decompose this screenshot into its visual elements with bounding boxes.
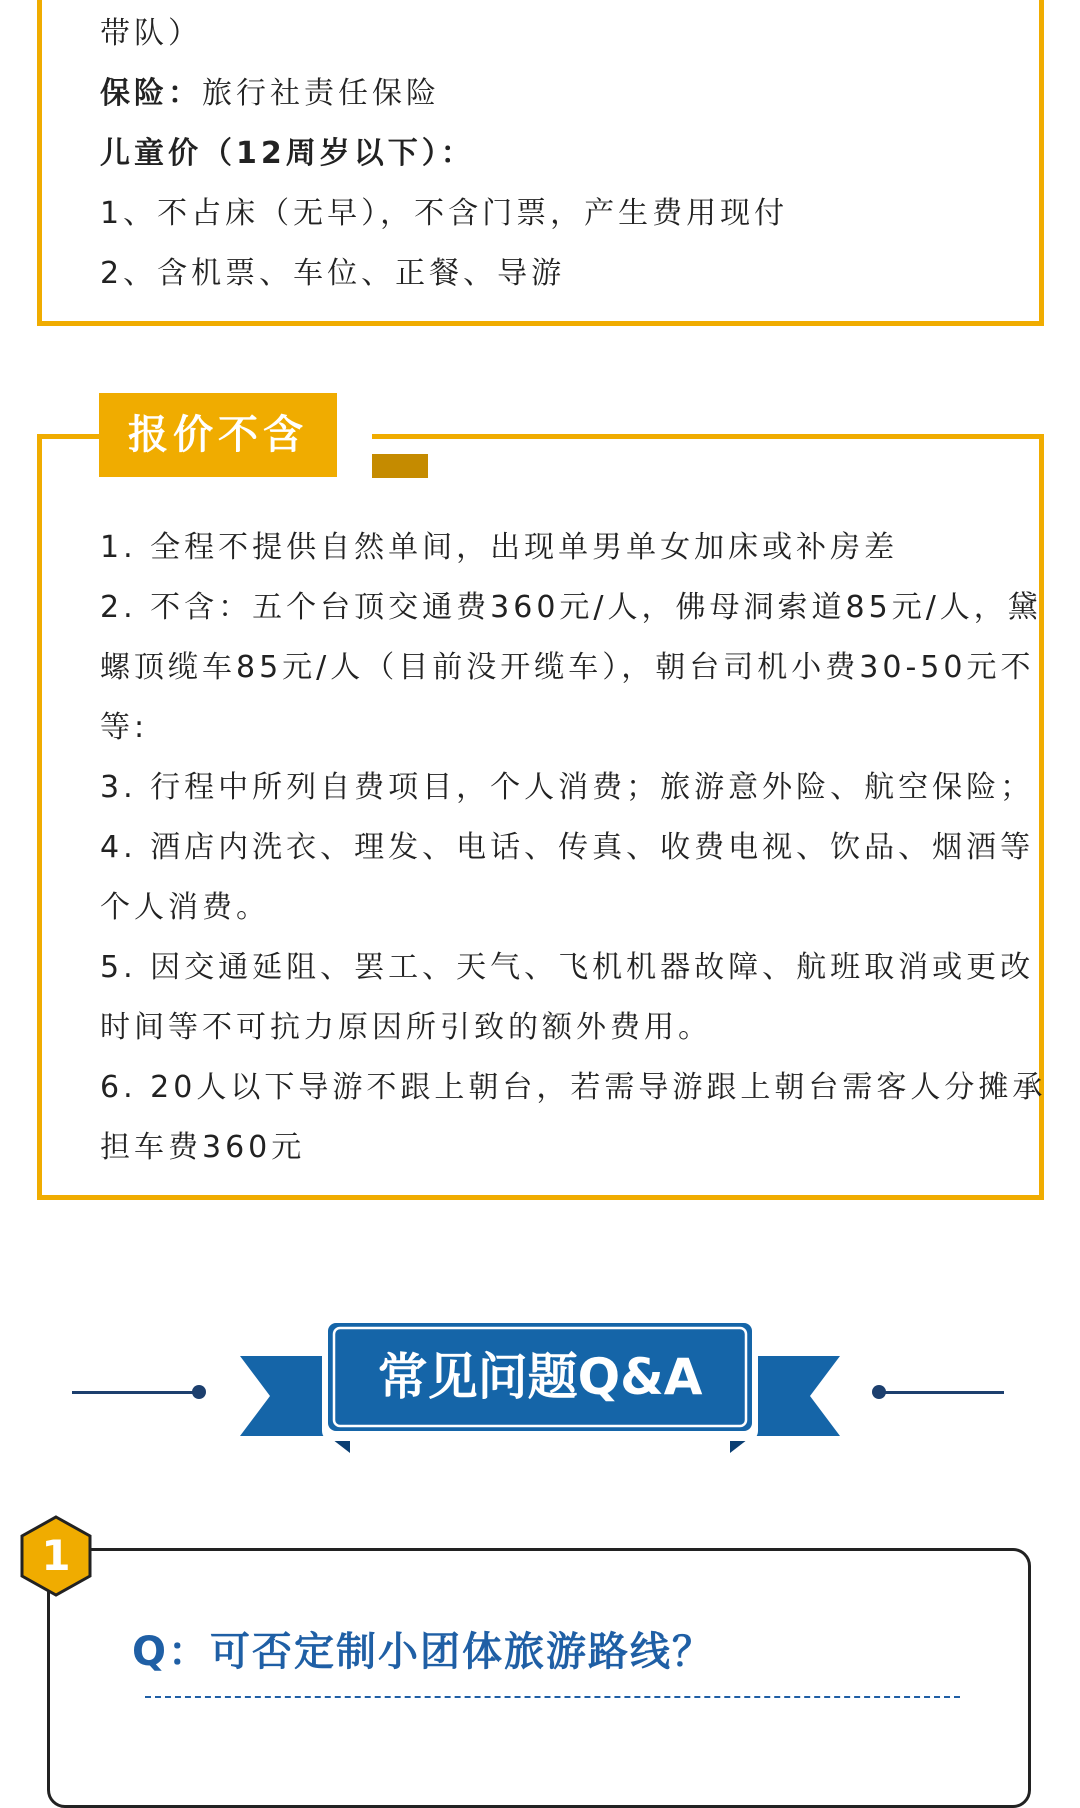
question-text: Q：可否定制小团体旅游路线？ xyxy=(132,1629,715,1675)
exclusion-line: 4. 酒店内洗衣、理发、电话、传真、收费电视、饮品、烟酒等 xyxy=(100,830,1035,865)
qa-left-decor-dot xyxy=(192,1385,206,1399)
question-number: 1 xyxy=(41,1531,71,1580)
insurance-value: 旅行社责任保险 xyxy=(202,76,440,111)
exclusion-line: 担车费360元 xyxy=(100,1130,306,1165)
qa-right-decor-dot xyxy=(872,1385,886,1399)
question-dashed-divider xyxy=(145,1696,960,1698)
exclusion-line: 5. 因交通延阻、罢工、天气、飞机机器故障、航班取消或更改 xyxy=(100,950,1035,985)
exclusion-line: 6. 20人以下导游不跟上朝台，若需导游跟上朝台需客人分摊承 xyxy=(100,1070,1047,1105)
exclusion-line: 3. 行程中所列自费项目，个人消费；旅游意外险、航空保险； xyxy=(100,770,1035,805)
child-price-line: 2、含机票、车位、正餐、导游 xyxy=(100,256,566,291)
qa-section-title: 常见问题Q&A xyxy=(377,1348,703,1406)
insurance-row xyxy=(100,68,440,112)
exclusion-line: 个人消费。 xyxy=(100,890,270,925)
exclusion-line: 等: xyxy=(100,710,149,745)
exclusion-line: 2. 不含：五个台顶交通费360元/人，佛母洞索道85元/人，黛 xyxy=(100,590,1042,625)
child-price-heading: 儿童价（12周岁以下）： xyxy=(100,136,475,171)
inclusions-line: 带队） xyxy=(100,16,202,51)
faq-question-card xyxy=(47,1548,1031,1808)
exclusions-title-badge: 报价不含 xyxy=(99,393,337,477)
badge-accent-bar xyxy=(372,454,428,478)
qa-right-decor-line xyxy=(880,1391,1004,1394)
qa-left-decor-line xyxy=(72,1391,200,1394)
exclusion-line: 时间等不可抗力原因所引致的额外费用。 xyxy=(100,1010,712,1045)
exclusion-line: 螺顶缆车85元/人（目前没开缆车），朝台司机小费30-50元不 xyxy=(100,650,1035,685)
insurance-label: 保险： xyxy=(100,76,202,111)
badge-gap xyxy=(337,429,372,441)
child-price-line: 1、不占床（无早），不含门票，产生费用现付 xyxy=(100,196,789,231)
exclusion-line: 1. 全程不提供自然单间，出现单男单女加床或补房差 xyxy=(100,530,899,565)
